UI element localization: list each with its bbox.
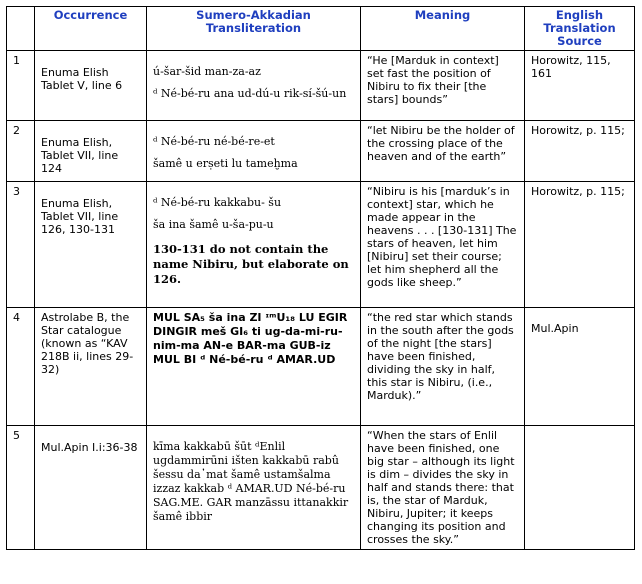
table-row bbox=[7, 426, 635, 550]
table-row bbox=[7, 51, 635, 121]
transliteration-cell bbox=[147, 51, 361, 121]
table-header-row bbox=[7, 7, 635, 51]
occurrence-table bbox=[6, 6, 635, 550]
table-row bbox=[7, 121, 635, 182]
row-number: 1 bbox=[7, 51, 35, 121]
transliteration-line: ᵈ Né-bé-ru ana ud-dú-u rik-sí-šú-un bbox=[153, 87, 347, 100]
header-transliteration: Sumero-Akkadian Transliteration bbox=[147, 7, 361, 51]
transliteration-line: ú-šar-šid man-za-az bbox=[153, 65, 261, 78]
source-cell: Mul.Apin bbox=[525, 308, 635, 426]
transliteration-line: ša ina šamê u-ša-pu-u bbox=[153, 218, 274, 231]
transliteration-line: kīma kakkabū šūt ᵈEnlil ugdammirūni išten kakkabū rabû šessu da᾽mat šamê ustamšalma izzaz kakkab ᵈ AMAR.UD Né-bé-ru SAG.ME. GAR manzāssu ittanakkir šamê ibbir bbox=[153, 440, 349, 523]
source-cell: Horowitz, p. 115; bbox=[525, 121, 635, 182]
row-number: 2 bbox=[7, 121, 35, 182]
transliteration-cell bbox=[147, 182, 361, 308]
transliteration-line: ᵈ Né-bé-ru kakkabu- šu bbox=[153, 196, 282, 209]
occurrence-cell: Enuma Elish Tablet V, line 6 bbox=[35, 51, 147, 121]
header-source: English Translation Source bbox=[525, 7, 635, 51]
occurrence-cell: Mul.Apin I.i:36-38 bbox=[35, 426, 147, 550]
transliteration-note: 130-131 do not contain the name Nibiru, but elaborate on 126. bbox=[153, 242, 349, 286]
source-cell: Horowitz, p. 115; bbox=[525, 182, 635, 308]
occurrence-cell: Astrolabe B, the Star catalogue (known as “KAV 218B ii, lines 29-32) bbox=[35, 308, 147, 426]
occurrence-cell: Enuma Elish, Tablet VII, line 124 bbox=[35, 121, 147, 182]
meaning-cell: “Nibiru is his [marduk’s in context] star, which he made appear in the heavens . . . [130-131] The stars of heaven, let him [Nibiru] set their course; let him shepherd all the gods like sheep.” bbox=[361, 182, 525, 308]
meaning-cell: “let Nibiru be the holder of the crossing place of the heaven and of the earth” bbox=[361, 121, 525, 182]
source-cell: Horowitz, 115, 161 bbox=[525, 51, 635, 121]
source-cell bbox=[525, 426, 635, 550]
transliteration-line: šamê u erṣeti lu tameḫma bbox=[153, 157, 298, 170]
table-row bbox=[7, 182, 635, 308]
table-row bbox=[7, 308, 635, 426]
header-occurrence: Occurrence bbox=[35, 7, 147, 51]
transliteration-line: MUL SA₅ ša ina ZI ᶦᵐU₁₈ LU EGIR DINGIR meš GI₆ ti ug-da-mi-ru-nim-ma AN-e BAR-ma GUB-iz MUL BI ᵈ Né-bé-ru ᵈ AMAR.UD bbox=[153, 311, 348, 366]
transliteration-cell bbox=[147, 121, 361, 182]
transliteration-cell bbox=[147, 308, 361, 426]
transliteration-cell bbox=[147, 426, 361, 550]
header-meaning: Meaning bbox=[361, 7, 525, 51]
row-number: 5 bbox=[7, 426, 35, 550]
transliteration-line: ᵈ Né-bé-ru né-bé-re-et bbox=[153, 135, 275, 148]
meaning-cell: “When the stars of Enlil have been finished, one big star – although its light is dim – divides the sky in half and stands there: that is, the star of Marduk, Nibiru, Jupiter; it keeps changing its position and crosses the sky.” bbox=[361, 426, 525, 550]
meaning-cell: “He [Marduk in context] set fast the position of Nibiru to fix their [the stars] bounds” bbox=[361, 51, 525, 121]
meaning-cell: “the red star which stands in the south after the gods of the night [the stars] have been finished, dividing the sky in half, this star is Nibiru, (i.e., Marduk).” bbox=[361, 308, 525, 426]
header-number bbox=[7, 7, 35, 51]
row-number: 3 bbox=[7, 182, 35, 308]
occurrence-cell: Enuma Elish, Tablet VII, line 126, 130-131 bbox=[35, 182, 147, 308]
row-number: 4 bbox=[7, 308, 35, 426]
